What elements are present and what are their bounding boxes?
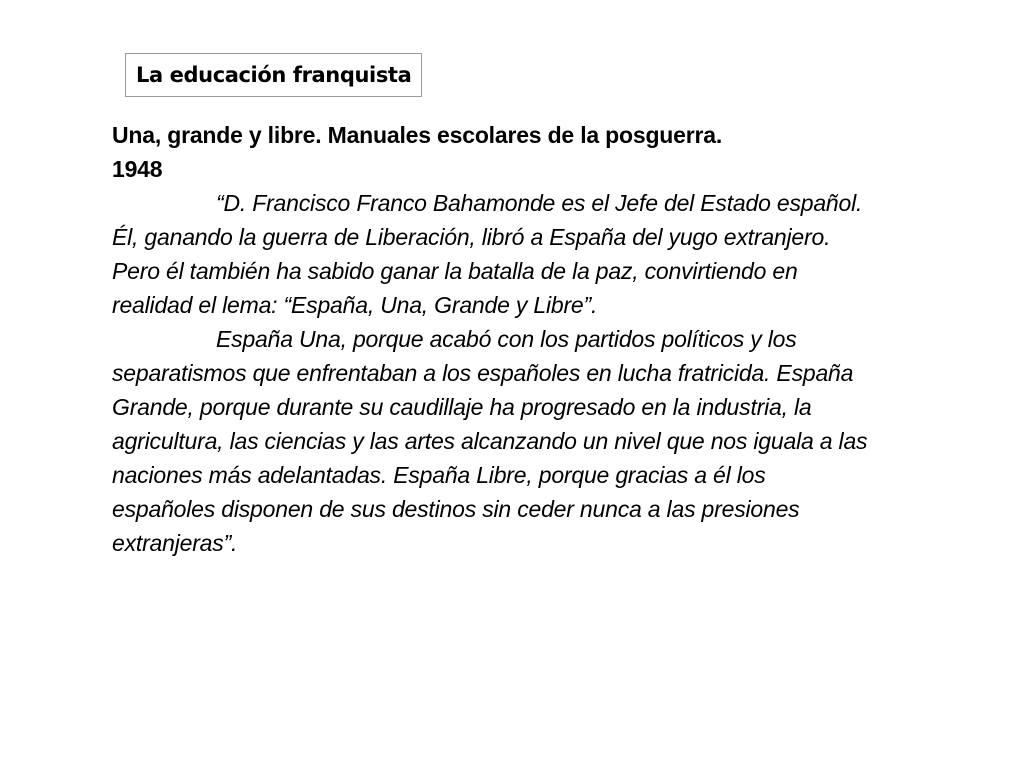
quote-block <box>112 186 872 560</box>
source-heading: Una, grande y libre. Manuales escolares de la posguerra. 1948 <box>112 122 723 182</box>
quote-paragraph-1: “D. Francisco Franco Bahamonde es el Jefe del Estado español. Él, ganando la guerra de Liberación, libró a España del yugo extranjero. Pero él también ha sabido ganar la batalla de la paz, convirtiendo en realidad el lema: “España, Una, Grande y Libre”. <box>112 190 863 318</box>
title-box <box>125 53 422 97</box>
slide-title: La educación franquista <box>136 63 412 87</box>
quote-paragraph-2: España Una, porque acabó con los partidos políticos y los separatismos que enfrentaban a los españoles en lucha fratricida. España Grande, porque durante su caudillaje ha progresado en la industria, la agricultura, las ciencias y las artes alcanzando un nivel que nos iguala a las naciones más adelantadas. España Libre, porque gracias a él los españoles disponen de sus destinos sin ceder nunca a las presiones extranjeras”. <box>112 326 868 556</box>
body-text <box>112 118 872 560</box>
